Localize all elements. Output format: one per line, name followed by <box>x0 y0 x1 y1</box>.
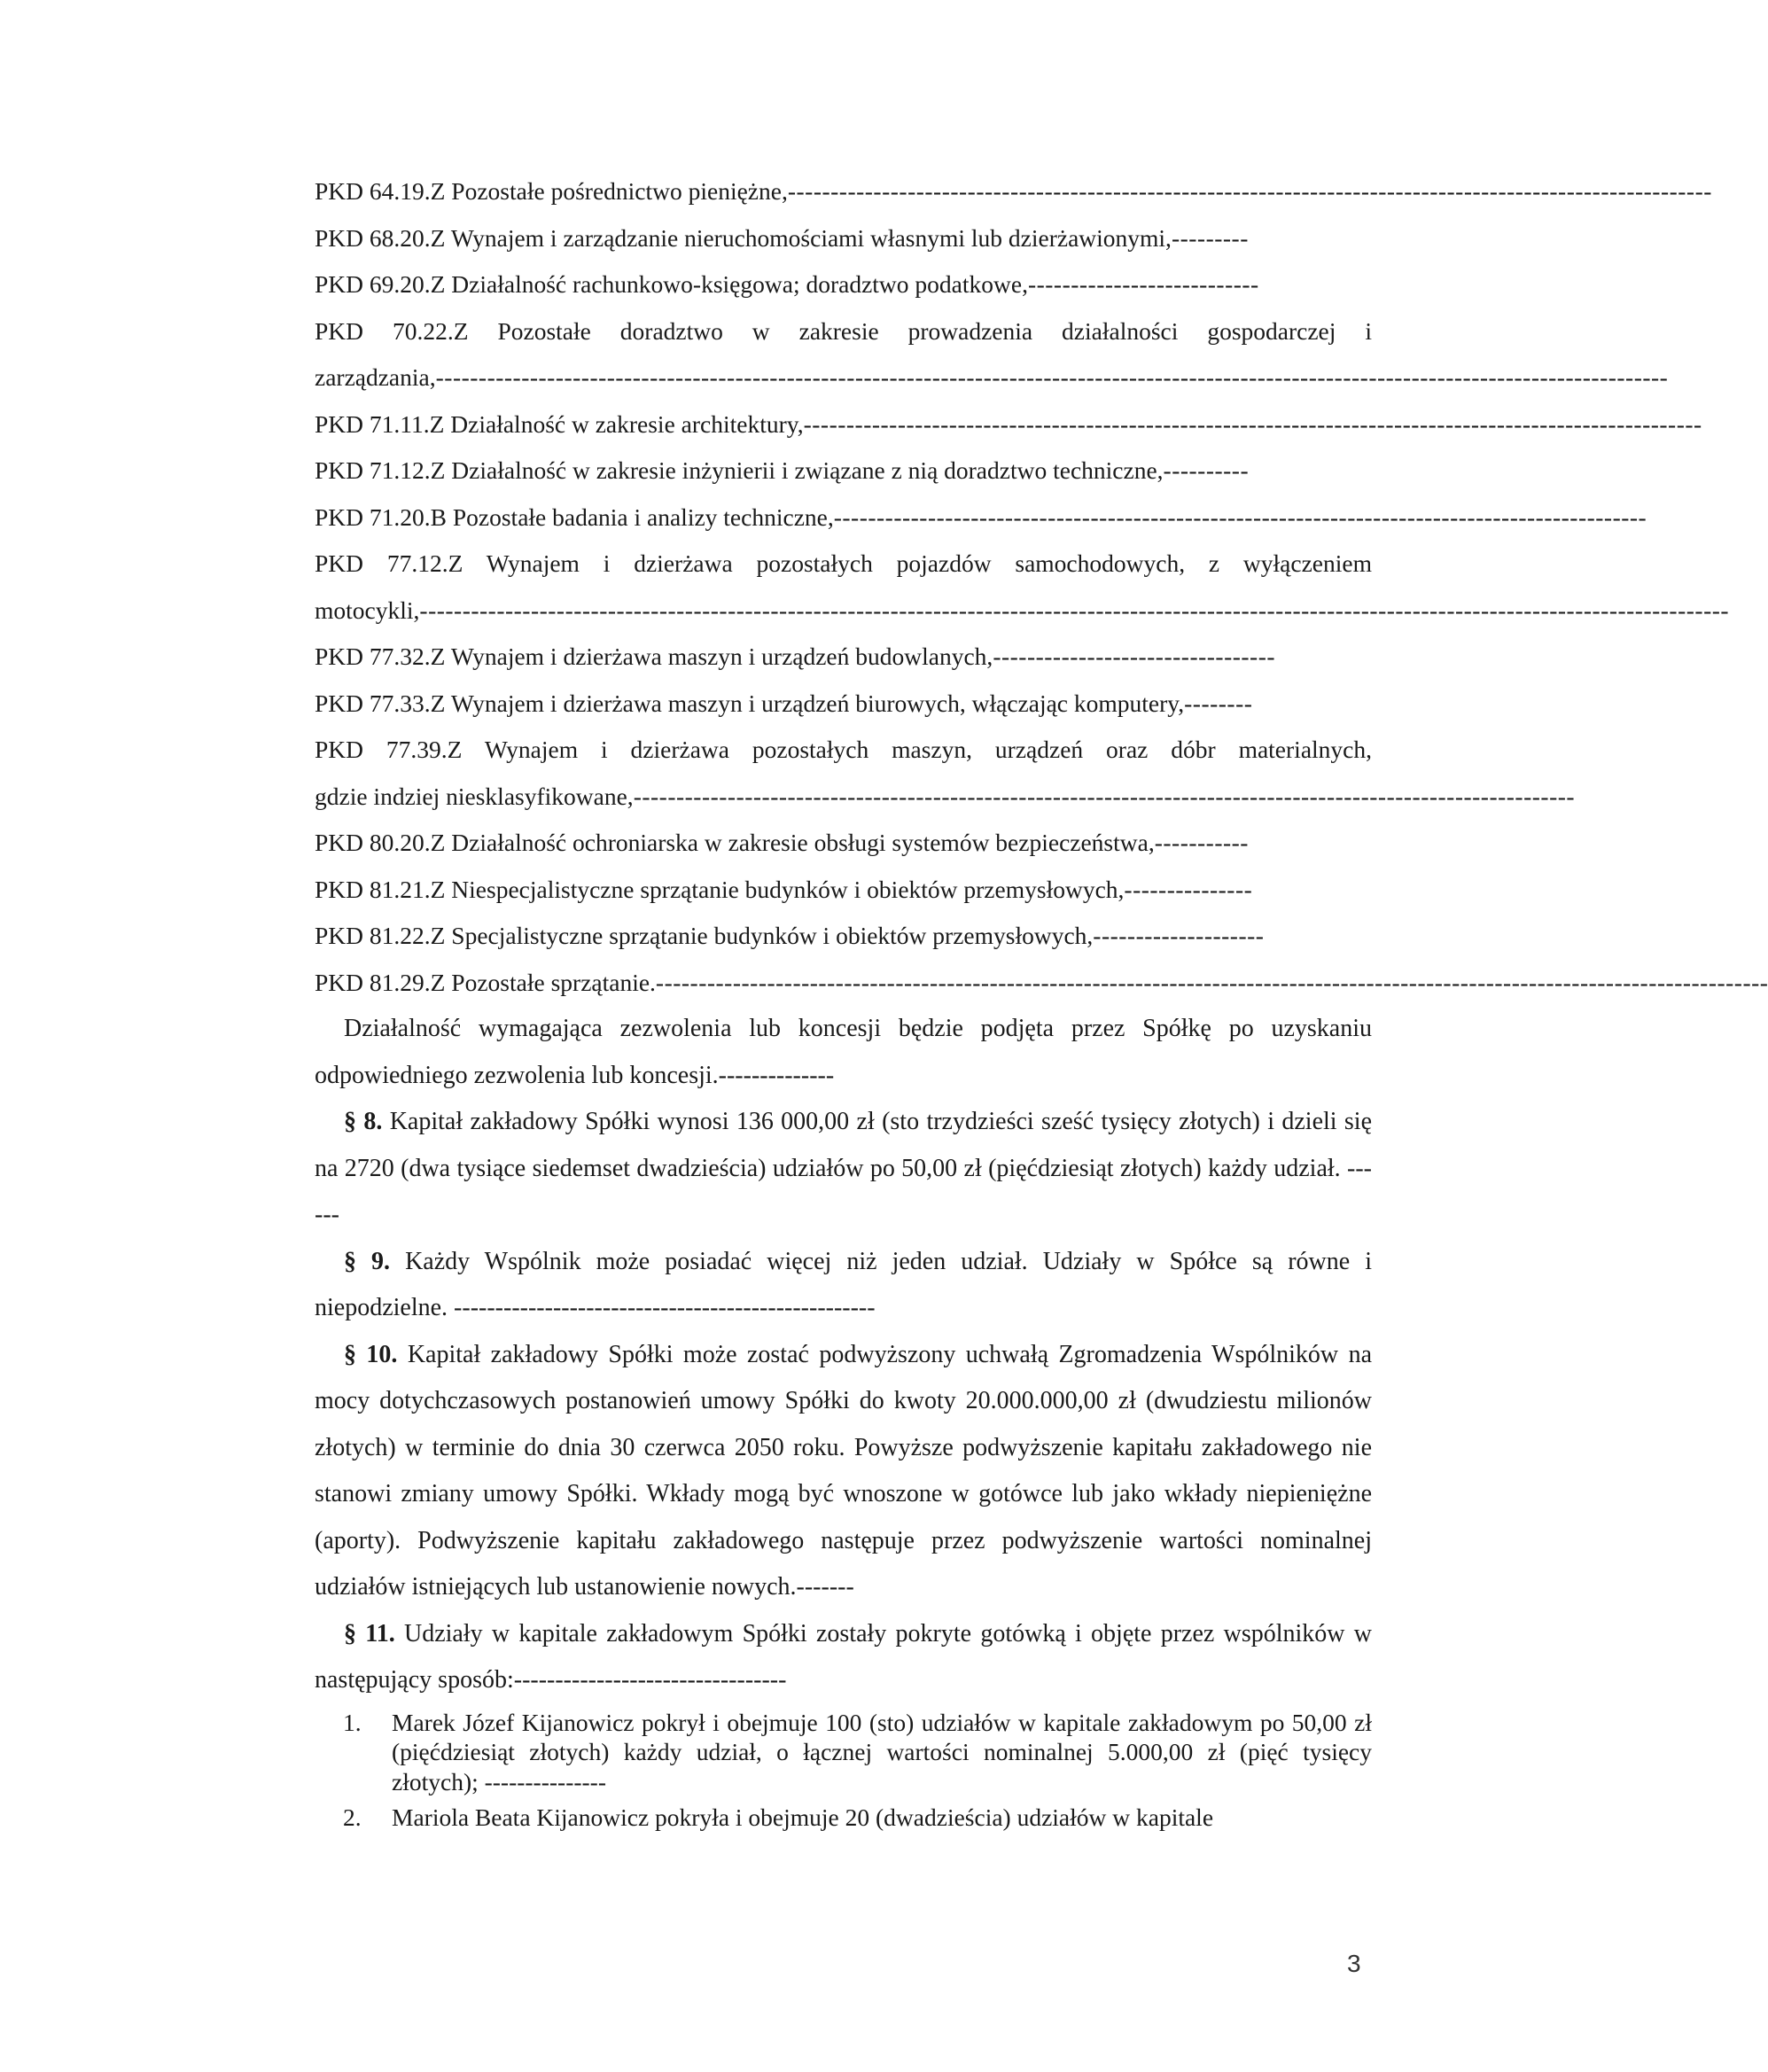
pkd-dash-fill: ----------------------------------------------------------------------------------------------- <box>833 502 1647 531</box>
pkd-dash-fill: ---------------------------------------------------------------------------------------------------------------------------------- <box>655 968 1768 996</box>
pkd-text-line2: zarządzania, <box>315 363 436 391</box>
pkd-entry <box>315 867 1372 914</box>
page-number: 3 <box>1347 1950 1361 1977</box>
pkd-dash-fill: -------------------- <box>1093 922 1265 949</box>
pkd-dash-fill: --------- <box>1171 223 1249 252</box>
pkd-text: PKD 77.32.Z Wynajem i dzierżawa maszyn i urządzeń budowlanych, <box>315 643 993 670</box>
pkd-text: PKD 71.12.Z Działalność w zakresie inżynierii i związane z nią doradztwo techniczne, <box>315 456 1164 484</box>
pkd-dash-fill: --------------------------------------------------------------------------------------------------------------------------------------------------------- <box>419 596 1730 624</box>
pkd-entry <box>315 215 1372 262</box>
document-page <box>315 168 1768 1839</box>
pkd-dash-fill: ------------------------------------------------------------------------------------------------------------------------------------------------ <box>435 363 1669 391</box>
section-text: Kapitał zakładowy Spółki może zostać podwyższony uchwałą Zgromadzenia Wspólników na mocy dotychczasowych postanowień umowy Spółki do kwoty 20.000.000,00 zł (dwudziestu milionów złotych) w terminie do dnia 30 czerwca 2050 roku. Powyższe podwyższenie kapitału zakładowego nie stanowi zmiany umowy Spółki. Wkłady mogą być wnoszone w gotówce lub jako wkłady niepieniężne (aporty). Podwyższenie kapitału zakładowego następuje przez podwyższenie wartości nominalnej udziałów istniejących lub ustanowienie nowych.------- <box>315 1340 1372 1601</box>
section-text: Udziały w kapitale zakładowym Spółki zostały pokryte gotówką i objęte przez wspólników w następujący sposób:--------------------------------- <box>315 1619 1372 1694</box>
pkd-dash-fill: ------------------------------------------------------------------------------------------------------------ <box>787 177 1712 205</box>
pkd-text: PKD 80.20.Z Działalność ochroniarska w zakresie obsługi systemów bezpieczeństwa, <box>315 829 1155 856</box>
pkd-entry <box>315 261 1372 308</box>
permit-note: Działalność wymagająca zezwolenia lub koncesji będzie podjęta przez Spółkę po uzyskaniu odpowiedniego zezwolenia lub koncesji.-------------- <box>315 1015 1372 1089</box>
pkd-entry <box>315 820 1372 867</box>
section-11 <box>315 1611 1372 1704</box>
pkd-entry <box>315 308 1669 401</box>
pkd-text-line1: PKD 70.22.Z Pozostałe doradztwo w zakresie prowadzenia działalności gospodarczej i <box>315 316 1372 345</box>
pkd-text-line2: motocykli, <box>315 596 420 624</box>
pkd-entry <box>315 495 1647 541</box>
list-text: Mariola Beata Kijanowicz pokryła i obejmuje 20 (dwadzieścia) udziałów w kapitale <box>392 1803 1214 1831</box>
section-mark: § 10. <box>344 1340 398 1368</box>
section-9 <box>315 1239 1372 1332</box>
pkd-dash-fill: --------------------------- <box>1027 270 1259 298</box>
pkd-entry <box>315 401 1702 448</box>
section-mark: § 9. <box>344 1247 391 1275</box>
pkd-text-line2: gdzie indziej niesklasyfikowane, <box>315 782 634 810</box>
list-text: Marek Józef Kijanowicz pokrył i obejmuje 100 (sto) udziałów w kapitale zakładowym po 50,00 zł (pięćdziesiąt złotych) każdy udział, o łącznej wartości nominalnej 5.000,00 zł (pięć tysięcy złotych); --------------- <box>392 1708 1372 1795</box>
pkd-dash-fill: -------------------------------------------------------------------------------------------------------------- <box>633 782 1576 810</box>
pkd-text-line1: PKD 77.39.Z Wynajem i dzierżawa pozostałych maszyn, urządzeń oraz dóbr materialnych, <box>315 736 1372 763</box>
pkd-dash-fill: ----------- <box>1154 829 1249 856</box>
pkd-text: PKD 68.20.Z Wynajem i zarządzanie nieruchomościami własnymi lub dzierżawionymi, <box>315 223 1172 252</box>
section-10 <box>315 1332 1372 1611</box>
pkd-dash-fill: --------------------------------- <box>993 643 1276 670</box>
pkd-entry <box>315 634 1372 681</box>
list-number: 1. <box>343 1708 362 1736</box>
pkd-entry <box>315 727 1576 820</box>
pkd-text: PKD 81.21.Z Niespecjalistyczne sprzątanie budynków i obiektów przemysłowych, <box>315 875 1125 903</box>
section-text: Kapitał zakładowy Spółki wynosi 136 000,00 zł (sto trzydzieści sześć tysięcy złotych) i dzieli się na 2720 (dwa tysiące siedemset dwadzieścia) udziałów po 50,00 zł (pięćdziesiąt złotych) każdy udział. ------ <box>315 1108 1373 1228</box>
pkd-text: PKD 71.20.B Pozostałe badania i analizy techniczne, <box>315 502 834 531</box>
pkd-entry <box>315 541 1730 634</box>
pkd-text: PKD 81.29.Z Pozostałe sprzątanie. <box>315 968 656 996</box>
section-mark: § 11. <box>344 1619 395 1647</box>
list-item <box>315 1708 1372 1797</box>
pkd-dash-fill: -------- <box>1184 689 1253 717</box>
pkd-text: PKD 81.22.Z Specjalistyczne sprzątanie budynków i obiektów przemysłowych, <box>315 922 1094 949</box>
pkd-entry <box>315 168 1712 215</box>
pkd-dash-fill: --------------------------------------------------------------------------------------------------------- <box>803 409 1702 438</box>
pkd-entry <box>315 960 1768 1007</box>
pkd-dash-fill: --------------- <box>1124 875 1253 903</box>
list-item <box>315 1803 1372 1833</box>
pkd-text: PKD 71.11.Z Działalność w zakresie architektury, <box>315 409 804 438</box>
section-text: Każdy Wspólnik może posiadać więcej niż jeden udział. Udziały w Spółce są równe i niepodzielne. --------------------------------------------------- <box>315 1247 1373 1321</box>
pkd-entry <box>315 448 1372 495</box>
section-mark: § 8. <box>344 1108 383 1135</box>
pkd-entry <box>315 681 1372 728</box>
pkd-entry <box>315 913 1372 960</box>
section-8 <box>315 1099 1372 1239</box>
shareholder-list <box>315 1708 1372 1833</box>
pkd-text: PKD 77.33.Z Wynajem i dzierżawa maszyn i urządzeń biurowych, włączając komputery, <box>315 689 1185 717</box>
pkd-dash-fill: ---------- <box>1163 456 1250 484</box>
pkd-text: PKD 69.20.Z Działalność rachunkowo-księgowa; doradztwo podatkowe, <box>315 270 1028 298</box>
pkd-text: PKD 64.19.Z Pozostałe pośrednictwo pieniężne, <box>315 177 788 205</box>
list-number: 2. <box>343 1803 362 1831</box>
pkd-text-line1: PKD 77.12.Z Wynajem i dzierżawa pozostałych pojazdów samochodowych, z wyłączeniem <box>315 549 1372 577</box>
